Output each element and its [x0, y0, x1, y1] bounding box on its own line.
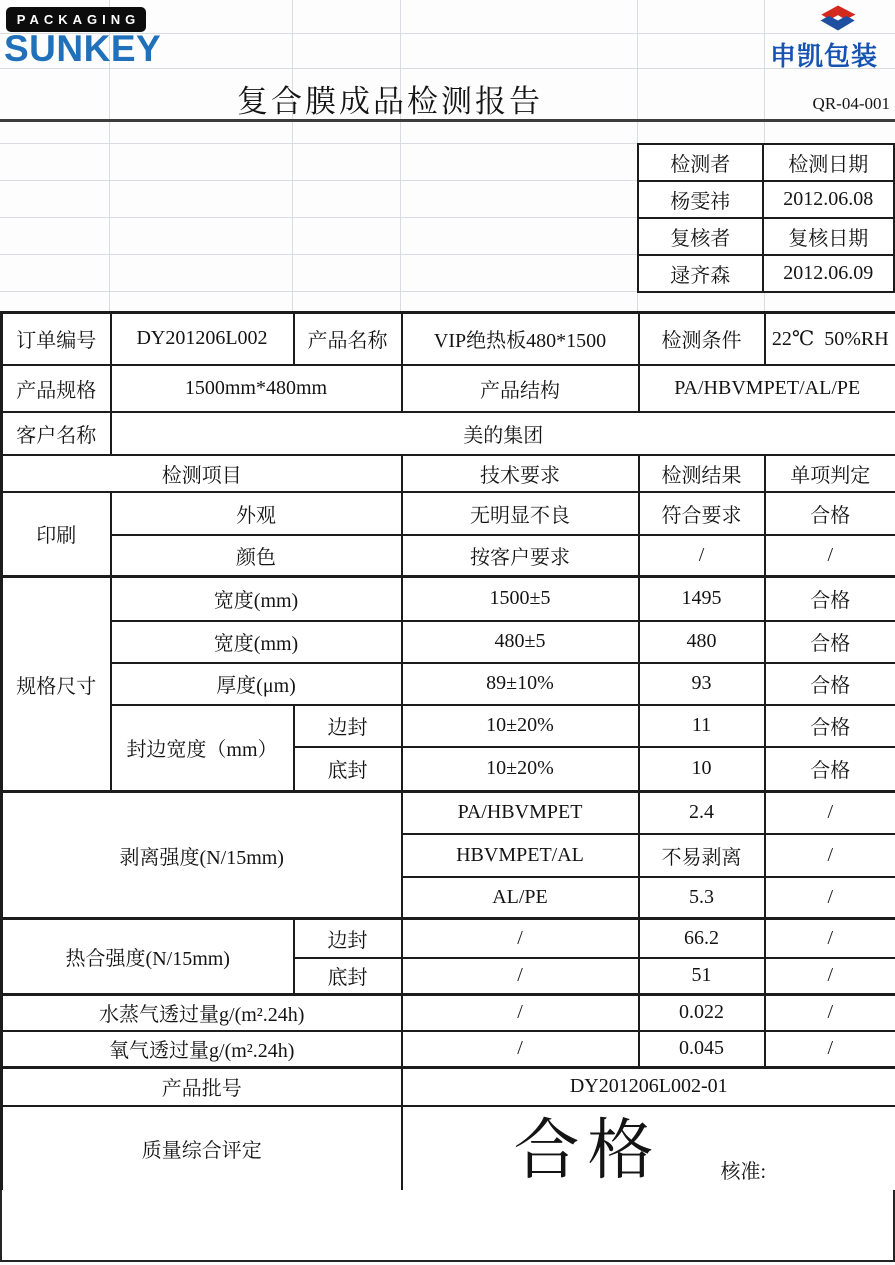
grid-hline [0, 180, 637, 181]
peel-layer-cell: HBVMPET/AL [402, 834, 639, 877]
size-item-cell: 厚度(μm) [111, 663, 402, 705]
peel-layer-cell: AL/PE [402, 877, 639, 919]
seal-judge-cell: 合格 [765, 705, 895, 747]
shenkai-logo-text: 申凯包装 [770, 41, 879, 71]
col-header-judgement: 单项判定 [765, 455, 895, 492]
product-name-label-cell: 产品名称 [294, 313, 402, 365]
grid-hline [0, 254, 637, 255]
col-header-item: 检测项目 [2, 455, 402, 492]
customer-value-cell: 美的集团 [111, 412, 895, 455]
print-result-cell: 符合要求 [639, 492, 765, 535]
size-req-cell: 89±10% [402, 663, 639, 705]
condition-label-cell: 检测条件 [639, 313, 765, 365]
print-judge-cell: / [765, 535, 895, 577]
sunkey-logo-text: SUNKEY [4, 28, 162, 69]
size-result-cell: 1495 [639, 577, 765, 621]
size-req-cell: 480±5 [402, 621, 639, 663]
peel-result-cell: 5.3 [639, 877, 765, 919]
peel-layer-cell: PA/HBVMPET [402, 792, 639, 834]
heat-item-cell: 底封 [294, 958, 402, 995]
reviewer-name-cell: 逯齐森 [638, 255, 763, 292]
peel-result-cell: 不易剥离 [639, 834, 765, 877]
peel-result-cell: 2.4 [639, 792, 765, 834]
print-result-cell: / [639, 535, 765, 577]
seal-item-cell: 底封 [294, 747, 402, 792]
grid-vline [292, 0, 293, 311]
peel-judge-cell: / [765, 792, 895, 834]
size-item-cell: 宽度(mm) [111, 577, 402, 621]
print-item-cell: 颜色 [111, 535, 402, 577]
heat-req-cell: / [402, 919, 639, 958]
inspector-name-cell: 杨雯祎 [638, 181, 763, 218]
overall-label-cell: 质量综合评定 [2, 1106, 402, 1192]
col-header-requirement: 技术要求 [402, 455, 639, 492]
col-header-result: 检测结果 [639, 455, 765, 492]
size-section-label-cell: 规格尺寸 [2, 577, 111, 792]
otr-judge-cell: / [765, 1031, 895, 1068]
heat-result-cell: 66.2 [639, 919, 765, 958]
peel-judge-cell: / [765, 877, 895, 919]
heat-result-cell: 51 [639, 958, 765, 995]
test-report-table [0, 311, 895, 1193]
print-section-label-cell: 印刷 [2, 492, 111, 577]
peel-section-label-cell: 剥离强度(N/15mm) [2, 792, 402, 919]
otr-label-cell: 氧气透过量g/(m².24h) [2, 1031, 402, 1068]
seal-req-cell: 10±20% [402, 705, 639, 747]
size-req-cell: 1500±5 [402, 577, 639, 621]
print-req-cell: 无明显不良 [402, 492, 639, 535]
inspect-date-header-cell: 检测日期 [763, 144, 894, 181]
reviewer-header-cell: 复核者 [638, 218, 763, 255]
approve-label: 核准: [720, 1160, 767, 1183]
grid-hline [0, 143, 637, 144]
size-item-cell: 宽度(mm) [111, 621, 402, 663]
size-result-cell: 93 [639, 663, 765, 705]
heat-item-cell: 边封 [294, 919, 402, 958]
seal-result-cell: 11 [639, 705, 765, 747]
seal-result-cell: 10 [639, 747, 765, 792]
peel-judge-cell: / [765, 834, 895, 877]
batch-label-cell: 产品批号 [2, 1068, 402, 1106]
spec-label-cell: 产品规格 [2, 365, 111, 412]
order-no-value-cell: DY201206L002 [111, 313, 294, 365]
condition-value-cell: 22℃ 50%RH [765, 313, 895, 365]
title-divider [0, 119, 895, 122]
doc-number: QR-04-001 [812, 94, 890, 113]
size-judge-cell: 合格 [765, 621, 895, 663]
shenkai-logo-icon [810, 3, 866, 33]
size-judge-cell: 合格 [765, 663, 895, 705]
seal-req-cell: 10±20% [402, 747, 639, 792]
wvtr-result-cell: 0.022 [639, 995, 765, 1031]
heat-req-cell: / [402, 958, 639, 995]
otr-req-cell: / [402, 1031, 639, 1068]
size-result-cell: 480 [639, 621, 765, 663]
order-no-label-cell: 订单编号 [2, 313, 111, 365]
structure-value-cell: PA/HBVMPET/AL/PE [639, 365, 895, 412]
packaging-badge-label: PACKAGING [16, 12, 141, 27]
review-date-header-cell: 复核日期 [763, 218, 894, 255]
grid-hline [0, 217, 637, 218]
customer-label-cell: 客户名称 [2, 412, 111, 455]
overall-result-text: 合格 [513, 1114, 662, 1188]
size-judge-cell: 合格 [765, 577, 895, 621]
inspector-table [637, 143, 895, 293]
grid-hline [0, 291, 637, 292]
footer-empty-box [0, 1190, 895, 1262]
product-name-value-cell: VIP绝热板480*1500 [402, 313, 639, 365]
print-req-cell: 按客户要求 [402, 535, 639, 577]
seal-judge-cell: 合格 [765, 747, 895, 792]
report-title: 复合膜成品检测报告 [237, 84, 543, 119]
spec-value-cell: 1500mm*480mm [111, 365, 402, 412]
print-item-cell: 外观 [111, 492, 402, 535]
grid-vline [400, 0, 401, 311]
print-judge-cell: 合格 [765, 492, 895, 535]
structure-label-cell: 产品结构 [402, 365, 639, 412]
wvtr-req-cell: / [402, 995, 639, 1031]
seal-width-label-cell: 封边宽度（mm） [111, 705, 294, 792]
heat-judge-cell: / [765, 958, 895, 995]
wvtr-judge-cell: / [765, 995, 895, 1031]
wvtr-label-cell: 水蒸气透过量g/(m².24h) [2, 995, 402, 1031]
review-date-cell: 2012.06.09 [763, 255, 894, 292]
inspector-header-cell: 检测者 [638, 144, 763, 181]
batch-value-cell: DY201206L002-01 [402, 1068, 895, 1106]
overall-result-cell [402, 1106, 895, 1192]
heat-seal-label-cell: 热合强度(N/15mm) [2, 919, 294, 995]
seal-item-cell: 边封 [294, 705, 402, 747]
otr-result-cell: 0.045 [639, 1031, 765, 1068]
heat-judge-cell: / [765, 919, 895, 958]
inspect-date-cell: 2012.06.08 [763, 181, 894, 218]
